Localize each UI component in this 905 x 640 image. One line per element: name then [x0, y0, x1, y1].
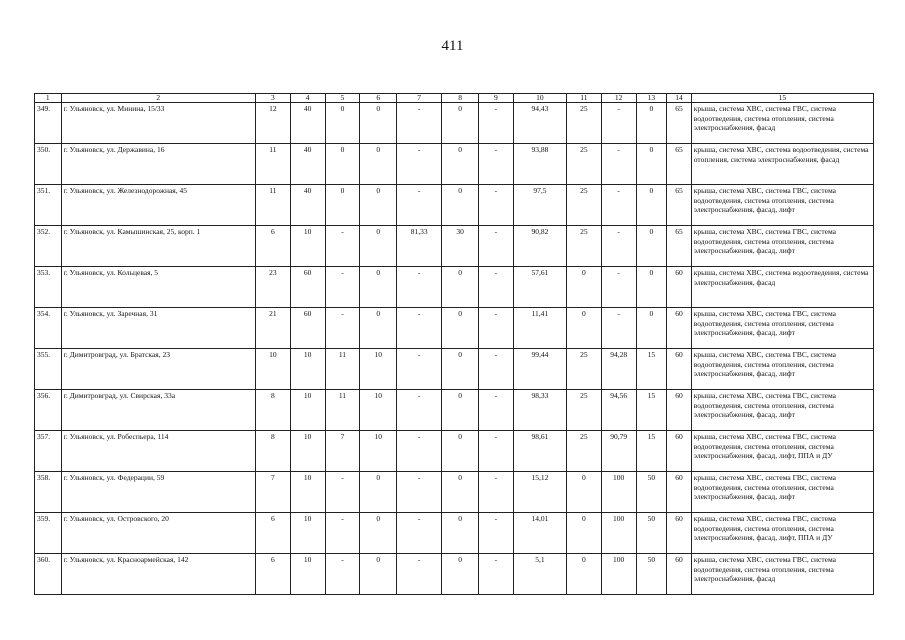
cell-col-6: 0: [360, 472, 397, 513]
cell-works-list: крыша, система ХВС, система ГВС, система водоотведения, система отопления, система электроснабжения, фасад, лифт: [691, 349, 873, 390]
cell-row-number: 351.: [35, 185, 62, 226]
cell-col-11: 0: [566, 513, 601, 554]
cell-address: г. Ульяновск, ул. Минина, 15/33: [61, 103, 255, 144]
cell-col-8: 30: [442, 226, 479, 267]
cell-col-14: 60: [667, 390, 692, 431]
cell-col-4: 40: [290, 185, 325, 226]
header-row: [35, 94, 874, 103]
cell-col-7: -: [397, 308, 442, 349]
cell-works-list: крыша, система ХВС, система ГВС, система водоотведения, система отопления, система электроснабжения, фасад, лифт: [691, 308, 873, 349]
cell-col-14: 60: [667, 431, 692, 472]
cell-col-3: 7: [255, 472, 290, 513]
cell-col-11: 25: [566, 144, 601, 185]
cell-col-10: 98,33: [513, 390, 566, 431]
cell-col-11: 0: [566, 308, 601, 349]
cell-works-list: крыша, система ХВС, система ГВС, система водоотведения, система отопления, система электроснабжения, фасад, лифт: [691, 226, 873, 267]
cell-col-4: 10: [290, 226, 325, 267]
cell-col-11: 25: [566, 226, 601, 267]
cell-row-number: 356.: [35, 390, 62, 431]
cell-col-12: 94,28: [601, 349, 636, 390]
cell-col-4: 10: [290, 472, 325, 513]
cell-col-13: 0: [636, 267, 667, 308]
cell-col-6: 0: [360, 513, 397, 554]
cell-col-14: 60: [667, 308, 692, 349]
cell-col-5: -: [325, 267, 360, 308]
cell-col-6: 10: [360, 349, 397, 390]
cell-col-9: -: [479, 349, 514, 390]
table-row: [35, 390, 874, 431]
cell-col-4: 10: [290, 431, 325, 472]
cell-works-list: крыша, система ХВС, система ГВС, система водоотведения, система отопления, система электроснабжения, фасад: [691, 103, 873, 144]
cell-col-13: 0: [636, 103, 667, 144]
cell-col-5: -: [325, 554, 360, 595]
column-header-14: 14: [667, 94, 692, 103]
cell-works-list: крыша, система ХВС, система ГВС, система водоотведения, система отопления, система электроснабжения, фасад, лифт, ППА и ДУ: [691, 513, 873, 554]
cell-address: г. Ульяновск, ул. Островского, 20: [61, 513, 255, 554]
cell-col-11: 0: [566, 554, 601, 595]
cell-col-7: -: [397, 144, 442, 185]
column-header-7: 7: [397, 94, 442, 103]
cell-col-5: -: [325, 308, 360, 349]
cell-col-14: 65: [667, 144, 692, 185]
cell-col-3: 8: [255, 390, 290, 431]
cell-row-number: 358.: [35, 472, 62, 513]
column-header-2: 2: [61, 94, 255, 103]
cell-address: г. Димитровград, ул. Братская, 23: [61, 349, 255, 390]
cell-col-3: 6: [255, 513, 290, 554]
cell-col-7: -: [397, 554, 442, 595]
cell-col-5: 0: [325, 185, 360, 226]
cell-col-6: 10: [360, 431, 397, 472]
cell-col-7: -: [397, 513, 442, 554]
cell-col-6: 0: [360, 308, 397, 349]
cell-col-3: 11: [255, 144, 290, 185]
column-header-9: 9: [479, 94, 514, 103]
table-body: [35, 103, 874, 595]
column-header-1: 1: [35, 94, 62, 103]
cell-col-5: -: [325, 226, 360, 267]
cell-address: г. Ульяновск, ул. Заречная, 31: [61, 308, 255, 349]
cell-works-list: крыша, система ХВС, система водоотведения, система отопления, система электроснабжения, фасад: [691, 144, 873, 185]
cell-col-6: 10: [360, 390, 397, 431]
cell-col-9: -: [479, 390, 514, 431]
cell-col-10: 11,41: [513, 308, 566, 349]
register-table: [34, 93, 874, 595]
cell-works-list: крыша, система ХВС, система ГВС, система водоотведения, система отопления, система электроснабжения, фасад, лифт, ППА и ДУ: [691, 431, 873, 472]
cell-col-14: 65: [667, 103, 692, 144]
cell-col-5: 0: [325, 103, 360, 144]
cell-col-8: 0: [442, 349, 479, 390]
cell-col-12: -: [601, 308, 636, 349]
column-header-11: 11: [566, 94, 601, 103]
cell-col-8: 0: [442, 431, 479, 472]
cell-row-number: 353.: [35, 267, 62, 308]
column-header-6: 6: [360, 94, 397, 103]
cell-col-11: 25: [566, 185, 601, 226]
table-row: [35, 185, 874, 226]
cell-col-12: 100: [601, 472, 636, 513]
cell-row-number: 355.: [35, 349, 62, 390]
cell-col-8: 0: [442, 308, 479, 349]
table-row: [35, 267, 874, 308]
cell-col-4: 40: [290, 144, 325, 185]
cell-col-7: -: [397, 472, 442, 513]
cell-address: г. Ульяновск, ул. Железнодорожная, 45: [61, 185, 255, 226]
cell-col-3: 12: [255, 103, 290, 144]
cell-col-4: 10: [290, 513, 325, 554]
cell-works-list: крыша, система ХВС, система ГВС, система водоотведения, система отопления, система электроснабжения, фасад, лифт: [691, 185, 873, 226]
cell-col-9: -: [479, 513, 514, 554]
column-header-3: 3: [255, 94, 290, 103]
cell-col-10: 98,61: [513, 431, 566, 472]
cell-col-7: -: [397, 185, 442, 226]
cell-col-14: 60: [667, 267, 692, 308]
cell-col-10: 5,1: [513, 554, 566, 595]
table-row: [35, 431, 874, 472]
column-header-15: 15: [691, 94, 873, 103]
cell-address: г. Ульяновск, ул. Державина, 16: [61, 144, 255, 185]
cell-col-11: 25: [566, 431, 601, 472]
cell-col-14: 65: [667, 226, 692, 267]
cell-col-9: -: [479, 472, 514, 513]
cell-col-4: 60: [290, 267, 325, 308]
cell-col-5: -: [325, 472, 360, 513]
column-header-4: 4: [290, 94, 325, 103]
cell-col-13: 0: [636, 185, 667, 226]
column-header-12: 12: [601, 94, 636, 103]
cell-col-5: 7: [325, 431, 360, 472]
cell-col-10: 99,44: [513, 349, 566, 390]
page-number: 411: [441, 38, 464, 54]
cell-col-8: 0: [442, 267, 479, 308]
cell-col-13: 0: [636, 308, 667, 349]
cell-col-13: 15: [636, 390, 667, 431]
column-header-10: 10: [513, 94, 566, 103]
cell-row-number: 352.: [35, 226, 62, 267]
cell-col-12: -: [601, 226, 636, 267]
cell-address: г. Димитровград, ул. Свирская, 33а: [61, 390, 255, 431]
cell-col-13: 50: [636, 472, 667, 513]
cell-col-5: 11: [325, 349, 360, 390]
cell-works-list: крыша, система ХВС, система ГВС, система водоотведения, система отопления, система электроснабжения, фасад, лифт: [691, 390, 873, 431]
cell-col-5: -: [325, 513, 360, 554]
cell-col-6: 0: [360, 185, 397, 226]
cell-col-9: -: [479, 226, 514, 267]
cell-col-7: -: [397, 431, 442, 472]
cell-col-6: 0: [360, 103, 397, 144]
cell-col-9: -: [479, 103, 514, 144]
cell-row-number: 360.: [35, 554, 62, 595]
cell-col-4: 10: [290, 554, 325, 595]
table-row: [35, 226, 874, 267]
cell-col-10: 90,82: [513, 226, 566, 267]
cell-col-11: 25: [566, 390, 601, 431]
cell-address: г. Ульяновск, ул. Кольцевая, 5: [61, 267, 255, 308]
cell-col-8: 0: [442, 554, 479, 595]
cell-col-7: -: [397, 390, 442, 431]
cell-col-12: 100: [601, 554, 636, 595]
cell-col-13: 50: [636, 554, 667, 595]
cell-col-8: 0: [442, 472, 479, 513]
column-header-13: 13: [636, 94, 667, 103]
cell-col-12: 94,56: [601, 390, 636, 431]
cell-col-12: 90,79: [601, 431, 636, 472]
cell-col-6: 0: [360, 554, 397, 595]
cell-col-6: 0: [360, 226, 397, 267]
cell-col-12: -: [601, 267, 636, 308]
cell-address: г. Ульяновск, ул. Камышинская, 25, корп. 1: [61, 226, 255, 267]
table-row: [35, 144, 874, 185]
cell-col-7: -: [397, 103, 442, 144]
cell-col-12: -: [601, 185, 636, 226]
cell-col-9: -: [479, 554, 514, 595]
cell-row-number: 354.: [35, 308, 62, 349]
cell-col-3: 23: [255, 267, 290, 308]
cell-col-6: 0: [360, 144, 397, 185]
cell-col-9: -: [479, 308, 514, 349]
cell-col-5: 11: [325, 390, 360, 431]
cell-works-list: крыша, система ХВС, система водоотведения, система электроснабжения, фасад: [691, 267, 873, 308]
cell-col-8: 0: [442, 103, 479, 144]
column-header-5: 5: [325, 94, 360, 103]
cell-col-14: 60: [667, 554, 692, 595]
cell-col-9: -: [479, 267, 514, 308]
cell-col-14: 60: [667, 472, 692, 513]
cell-col-8: 0: [442, 185, 479, 226]
table-row: [35, 349, 874, 390]
cell-col-4: 40: [290, 103, 325, 144]
cell-col-11: 0: [566, 267, 601, 308]
cell-col-14: 65: [667, 185, 692, 226]
cell-col-9: -: [479, 185, 514, 226]
cell-row-number: 349.: [35, 103, 62, 144]
cell-col-10: 14,01: [513, 513, 566, 554]
cell-col-11: 25: [566, 349, 601, 390]
cell-col-10: 15,12: [513, 472, 566, 513]
cell-col-13: 0: [636, 144, 667, 185]
cell-row-number: 359.: [35, 513, 62, 554]
table-row: [35, 554, 874, 595]
cell-col-10: 94,43: [513, 103, 566, 144]
cell-col-11: 25: [566, 103, 601, 144]
cell-col-4: 10: [290, 390, 325, 431]
cell-col-12: -: [601, 103, 636, 144]
cell-col-3: 11: [255, 185, 290, 226]
cell-col-10: 93,88: [513, 144, 566, 185]
cell-col-8: 0: [442, 144, 479, 185]
cell-col-13: 15: [636, 349, 667, 390]
table-row: [35, 472, 874, 513]
cell-col-3: 6: [255, 226, 290, 267]
cell-works-list: крыша, система ХВС, система ГВС, система водоотведения, система отопления, система электроснабжения, фасад: [691, 554, 873, 595]
table-row: [35, 513, 874, 554]
cell-address: г. Ульяновск, ул. Красноармейская, 142: [61, 554, 255, 595]
cell-row-number: 357.: [35, 431, 62, 472]
cell-col-12: -: [601, 144, 636, 185]
cell-col-6: 0: [360, 267, 397, 308]
column-header-8: 8: [442, 94, 479, 103]
cell-col-7: -: [397, 267, 442, 308]
cell-col-13: 15: [636, 431, 667, 472]
cell-col-8: 0: [442, 513, 479, 554]
cell-col-3: 8: [255, 431, 290, 472]
table-row: [35, 103, 874, 144]
cell-col-8: 0: [442, 390, 479, 431]
cell-works-list: крыша, система ХВС, система ГВС, система водоотведения, система отопления, система электроснабжения, фасад, лифт: [691, 472, 873, 513]
cell-col-14: 60: [667, 513, 692, 554]
cell-col-11: 0: [566, 472, 601, 513]
cell-address: г. Ульяновск, ул. Робеспьера, 114: [61, 431, 255, 472]
cell-col-4: 10: [290, 349, 325, 390]
cell-row-number: 350.: [35, 144, 62, 185]
cell-col-3: 6: [255, 554, 290, 595]
cell-col-5: 0: [325, 144, 360, 185]
table-row: [35, 308, 874, 349]
cell-col-10: 57,61: [513, 267, 566, 308]
cell-col-13: 0: [636, 226, 667, 267]
cell-col-13: 50: [636, 513, 667, 554]
cell-col-14: 60: [667, 349, 692, 390]
cell-address: г. Ульяновск, ул. Федерации, 59: [61, 472, 255, 513]
cell-col-10: 97,5: [513, 185, 566, 226]
cell-col-3: 10: [255, 349, 290, 390]
cell-col-4: 60: [290, 308, 325, 349]
cell-col-12: 100: [601, 513, 636, 554]
cell-col-7: 81,33: [397, 226, 442, 267]
cell-col-7: -: [397, 349, 442, 390]
cell-col-9: -: [479, 431, 514, 472]
cell-col-9: -: [479, 144, 514, 185]
cell-col-3: 21: [255, 308, 290, 349]
